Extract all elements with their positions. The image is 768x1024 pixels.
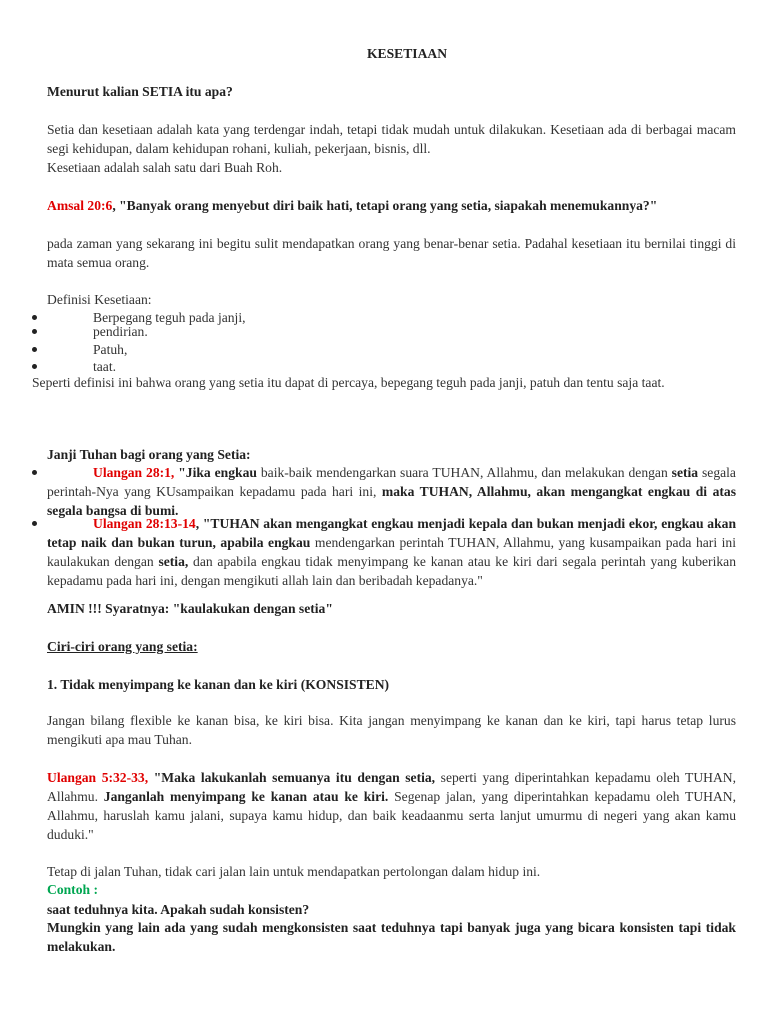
amsal-quote: "Banyak orang menyebut diri baik hati, tetapi orang yang setia, siapakah menemukannya?" <box>119 198 658 213</box>
contoh-question: saat teduhnya kita. Apakah sudah konsisten? <box>47 902 310 917</box>
definisi-item: Patuh, <box>32 340 736 359</box>
konsisten-paragraph: Jangan bilang flexible ke kanan bisa, ke kiri bisa. Kita jangan menyimpang ke kanan dan ke kiri, tapi harus tetap lurus mengikuti apa mau Tuhan. <box>47 713 736 747</box>
amsal-separator: , <box>112 198 120 213</box>
definisi-item: taat. <box>32 357 736 376</box>
ulangan-5-verse: Ulangan 5:32-33, "Maka lakukanlah semuanya itu dengan setia, seperti yang diperintahkan kepadamu oleh TUHAN, Allahmu. Janganlah menyimpang ke kanan atau ke kiri. Segenap jalan, yang diperintahkan kepadamu oleh TUHAN, Allahmu, haruslah kamu jalani, supaya kamu hidup, dan baik keadaanmu serta lanjut umurmu di negeri yang akan kamu duduki." <box>47 770 736 842</box>
bullet-icon <box>32 315 37 320</box>
intro-paragraph: Setia dan kesetiaan adalah kata yang terdengar indah, tetapi tidak mudah untuk dilakukan. Kesetiaan ada di berbagai macam segi kehidupan, dalam kehidupan rohani, kuliah, pekerjaan, bisnis, dll. <box>47 122 736 156</box>
contoh-explanation: Mungkin yang lain ada yang sudah mengkonsisten saat teduhnya tapi banyak juga yang bicara konsisten tapi tidak melakukan. <box>47 920 736 954</box>
document-title: KESETIAAN <box>366 46 448 61</box>
tetap-paragraph: Tetap di jalan Tuhan, tidak cari jalan lain untuk mendapatkan pertolongan dalam hidup ini. <box>47 864 541 879</box>
janji-item-ulangan-28-13: Ulangan 28:13-14, "TUHAN akan mengangkat engkau menjadi kepala dan bukan menjadi ekor, engkau akan tetap naik dan bukan turun, apabila engkau mendengarkan perintah TUHAN, Allahmu, yang kusampaikan pada hari ini kaulakukan dengan setia, dan apabila engkau tidak menyimpang ke kanan atau ke kiri dari segala perintah yang kuberikan kepadamu pada hari ini, dengan mengikuti allah lain dan beribadah kepadanya." <box>32 514 736 590</box>
bullet-icon <box>32 347 37 352</box>
contoh-label: Contoh : <box>47 882 98 897</box>
janji-item-ulangan-28-1: Ulangan 28:1, "Jika engkau baik-baik mendengarkan suara TUHAN, Allahmu, dan melakukan dengan setia segala perintah-Nya yang KUsampaikan kepadamu pada hari ini, maka TUHAN, Allahmu, akan mengangkat engkau di atas segala bangsa di bumi. <box>32 463 736 520</box>
ciri-point-1: 1. Tidak menyimpang ke kanan dan ke kiri (KONSISTEN) <box>47 677 390 692</box>
bullet-icon <box>32 470 37 475</box>
bullet-icon <box>32 329 37 334</box>
definisi-summary: Seperti definisi ini bahwa orang yang setia itu dapat di percaya, bepegang teguh pada janji, patuh dan tentu saja taat. <box>32 375 665 390</box>
amin-condition: AMIN !!! Syaratnya: "kaulakukan dengan setia" <box>47 601 333 616</box>
amsal-verse <box>47 196 736 215</box>
question-heading: Menurut kalian SETIA itu apa? <box>47 84 233 99</box>
definisi-item: Berpegang teguh pada janji, <box>32 308 736 327</box>
definisi-item: pendirian. <box>32 322 736 341</box>
amsal-reference: Amsal 20:6 <box>47 198 113 213</box>
bullet-icon <box>32 364 37 369</box>
intro-buah-roh: Kesetiaan adalah salah satu dari Buah Roh. <box>47 160 283 175</box>
ciri-heading: Ciri-ciri orang yang setia: <box>47 639 198 654</box>
amsal-explanation: pada zaman yang sekarang ini begitu sulit mendapatkan orang yang benar-benar setia. Padahal kesetiaan itu bernilai tinggi di mata semua orang. <box>47 236 736 270</box>
bullet-icon <box>32 521 37 526</box>
definisi-heading: Definisi Kesetiaan: <box>47 292 152 307</box>
janji-heading: Janji Tuhan bagi orang yang Setia: <box>47 447 251 462</box>
